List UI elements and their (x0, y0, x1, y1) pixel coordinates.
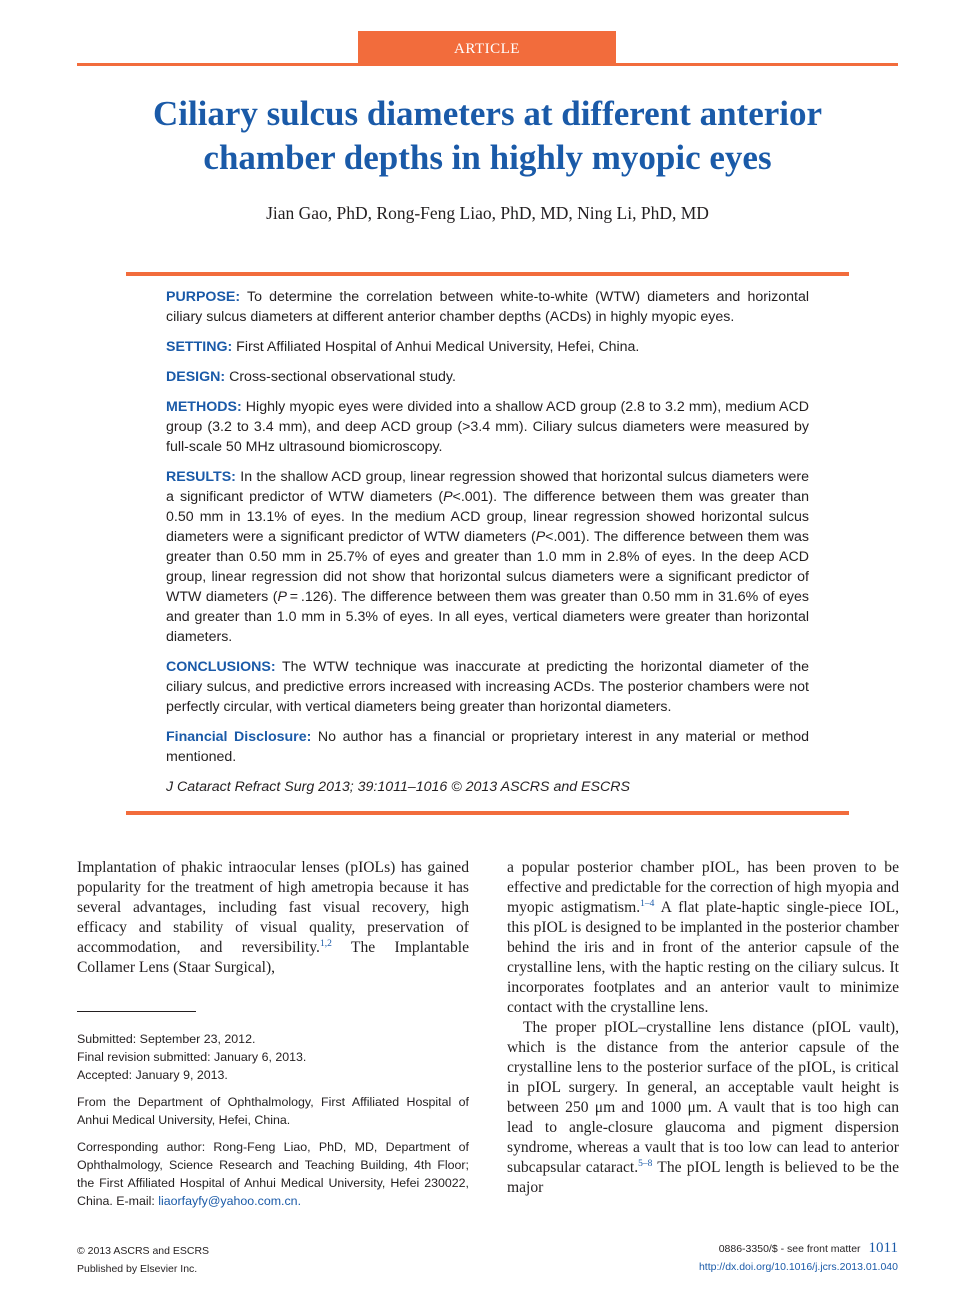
reference-link[interactable]: 1–4 (640, 898, 655, 909)
article-title (77, 92, 898, 180)
setting-text: First Affiliated Hospital of Anhui Medical University, Hefei, China. (236, 339, 640, 355)
revision-date: Final revision submitted: January 6, 2013. (77, 1050, 307, 1064)
affiliation: From the Department of Ophthalmology, First Affiliated Hospital of Anhui Medical University, Hefei, China. (77, 1095, 469, 1127)
doi-link[interactable]: http://dx.doi.org/10.1016/j.jcrs.2013.01.040 (698, 1261, 898, 1273)
abstract-design (166, 367, 809, 387)
publisher-notice: Published by Elsevier Inc. (77, 1263, 198, 1275)
body-text: Implantation of phakic intraocular lenses (pIOLs) has gained popularity for the treatment of high ametropia because it has several advantages, including fast visual recovery, high efficacy and stability of visual quality, preservation of accommodation, and reversibility. (77, 859, 469, 956)
financial-text: No author has a financial or proprietary interest in any material or method mentioned. (166, 729, 809, 765)
abstract-setting (166, 337, 809, 357)
body-text: The pIOL length is believed to be the major (507, 1159, 900, 1196)
methods-text: Highly myopic eyes were divided into a shallow ACD group (2.8 to 3.2 mm), medium ACD group (3.2 to 3.4 mm), and deep ACD group (>3.4 mm). Ciliary sulcus diameters were measured by full-scale 50 MHz ultrasound biomicroscopy. (166, 399, 810, 455)
corresponding-author (77, 1138, 469, 1210)
results-text-3: <.001). The difference between them was greater than 0.50 mm in 25.7% of eyes and greater than 1.0 mm in 2.8% of eyes. In the deep ACD group, linear regression did not show that horizontal sulcus diameters were a significant predictor of WTW diameters ( (166, 529, 809, 605)
purpose-label: PURPOSE: (166, 289, 241, 305)
conclusions-label: CONCLUSIONS: (166, 659, 276, 675)
reference-link[interactable]: 5–8 (638, 1158, 653, 1169)
page-number: 1011 (868, 1240, 898, 1256)
body-text: The Implantable Collamer Lens (Staar Surgical), (77, 939, 469, 976)
accepted-date: Accepted: January 9, 2013. (77, 1068, 228, 1082)
financial-label: Financial Disclosure: (166, 729, 312, 745)
results-text-2: <.001). The difference between them was greater than 0.50 mm in 13.1% of eyes. In the medium ACD group, linear regression showed horizontal sulcus diameters were a significant predictor of WTW diameters ( (166, 489, 809, 545)
abstract-results (166, 467, 809, 647)
title-line-1: Ciliary sulcus diameters at different anterior (152, 94, 823, 133)
results-text-1: In the shallow ACD group, linear regression showed that horizontal sulcus diameters were a significant predictor of WTW diameters ( (166, 469, 809, 505)
purpose-text: To determine the correlation between white-to-white (WTW) diameters and horizontal ciliary sulcus diameters at different anterior chamber depths (ACDs) in highly myopic eyes. (166, 289, 809, 325)
conclusions-text: The WTW technique was inaccurate at predicting the horizontal diameter of the ciliary sulcus, and predictive errors increased with increasing ACDs. The posterior chambers were not perfectly circular, with vertical diameters being greater than horizontal diameters. (166, 659, 810, 715)
submitted-date: Submitted: September 23, 2012. (77, 1032, 256, 1046)
journal-citation: J Cataract Refract Surg 2013; 39:1011–1016 © 2013 ASCRS and ESCRS (166, 779, 630, 795)
footnotes (77, 1030, 469, 1219)
p-value-symbol: P (443, 489, 453, 505)
p-value-symbol: P (277, 589, 287, 605)
title-line-2: chamber depths in highly myopic eyes (203, 138, 772, 177)
footnote-rule (77, 1011, 196, 1012)
methods-label: METHODS: (166, 399, 242, 415)
footer-right (498, 1239, 898, 1276)
p-value-symbol: P (535, 529, 546, 545)
body-text: A flat plate-haptic single-piece IOL, this pIOL is designed to be implanted in the posterior chamber behind the iris and in front of the anterior capsule of the crystalline lens, with the haptic resting on the ciliary sulcus. It incorporates footplates and an anterior vault to minimize contact with the crystalline lens. (507, 899, 900, 1016)
setting-label: SETTING: (166, 339, 233, 355)
abstract-purpose (166, 287, 809, 327)
submission-dates (77, 1030, 469, 1084)
reference-link[interactable]: 1,2 (319, 938, 332, 949)
body-paragraph (507, 858, 899, 1018)
design-text: Cross-sectional observational study. (229, 369, 456, 385)
abstract-methods (166, 397, 809, 457)
footer-left (77, 1242, 209, 1278)
corresponding-author-text: Corresponding author: Rong-Feng Liao, PhD, MD, Department of Ophthalmology, Science Research and Teaching Building, 4th Floor; the First Affiliated Hospital of Anhui Medical University, Hefei 230022, China. E-mail: (77, 1140, 469, 1208)
article-type-tab: ARTICLE (358, 31, 616, 65)
email-link[interactable]: liaorfayfy@yahoo.com.cn. (158, 1194, 302, 1208)
design-label: DESIGN: (166, 369, 226, 385)
results-label: RESULTS: (166, 469, 236, 485)
body-text: The proper pIOL–crystalline lens distance (pIOL vault), which is the distance from the anterior capsule of the crystalline lens to the posterior surface of the pIOL, is critical in pIOL surgery. In general, an acceptable vault height is between 250 μm and 1000 μm. A vault that is too high can lead to angle-closure glaucoma and pigment dispersion syndrome, whereas a vault that is too low can lead to anterior subcapsular cataract. (507, 1019, 899, 1176)
author-list: Jian Gao, PhD, Rong-Feng Liao, PhD, MD, Ning Li, PhD, MD (266, 203, 709, 223)
abstract-bottom-rule (126, 811, 849, 815)
abstract-financial-disclosure (166, 727, 809, 767)
abstract-conclusions (166, 657, 809, 717)
body-text: a popular posterior chamber pIOL, has been proven to be effective and predictable for the correction of high myopia and myopic astigmatism. (507, 859, 899, 916)
abstract (166, 287, 809, 807)
body-paragraph (507, 1018, 899, 1198)
body-paragraph (77, 858, 469, 978)
body-column-left (77, 858, 469, 978)
issn: 0886-3350/$ - see front matter (718, 1243, 861, 1255)
results-text-4: = .126). The difference between them was greater than 0.50 mm in 31.6% of eyes and greater than 1.0 mm in 5.3% of eyes. In all eyes, vertical diameters were greater than horizontal diameters. (166, 589, 809, 645)
abstract-top-rule (126, 272, 849, 276)
issn-line (498, 1239, 898, 1258)
copyright-notice: © 2013 ASCRS and ESCRS (77, 1245, 210, 1257)
body-column-right (507, 858, 899, 1198)
